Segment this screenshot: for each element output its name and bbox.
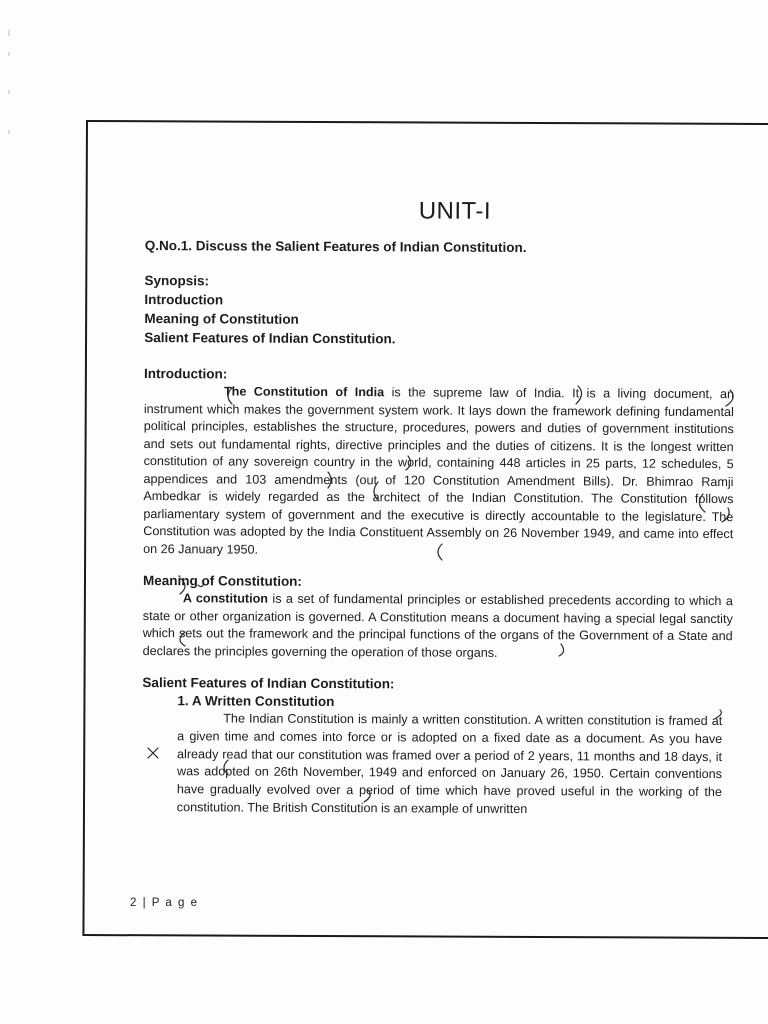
meaning-text: is a set of fundamental principles or established precedents according to which a state or other organization is governed. A Constitution means a document having a special legal sanctity which sets out the framework and the principal functions of the organs of the Government of a State and declares the principles governing the operation of those organs. bbox=[142, 591, 733, 660]
meaning-heading: Meaning of Constitution: bbox=[142, 573, 302, 589]
synopsis-item: Introduction bbox=[144, 292, 224, 308]
written-constitution-heading: 1. A Written Constitution bbox=[177, 693, 335, 710]
introduction-paragraph bbox=[143, 383, 734, 561]
synopsis-heading: Synopsis: bbox=[144, 273, 210, 289]
meaning-bold-lead: A constitution bbox=[182, 591, 269, 606]
scan-edge-marks bbox=[6, 30, 12, 160]
document-body bbox=[137, 196, 740, 820]
written-constitution-paragraph bbox=[177, 710, 723, 820]
question-heading: Q.No.1. Discuss the Salient Features of Indian Constitution. bbox=[144, 238, 527, 256]
unit-title: UNIT-I bbox=[418, 197, 492, 225]
page-footer: 2 | P a g e bbox=[130, 897, 199, 909]
synopsis-item: Salient Features of Indian Constitution. bbox=[144, 330, 396, 347]
meaning-paragraph bbox=[143, 590, 733, 663]
introduction-text: is the supreme law of India. It is a living document, an instrument which makes the government system work. It lays down the framework defining fundamental political principles, establishes the structure, procedures, powers and duties of government institutions and sets out fundamental rights, directive principles and the duties of citizens. It is the longest written constitution of any sovereign country in the world, containing 448 articles in 25 parts, 12 schedules, 5 appendices and 103 amendments (out of 120 Constitution Amendment Bills). Dr. Bhimrao Ramji Ambedkar is widely regarded as the architect of the Indian Constitution. The Constitution follows parliamentary system of government and the executive is directly accountable to the legislature. The Constitution was adopted by the India Constituent Assembly on 26 November 1949, and came into effect on 26 January 1950. bbox=[143, 385, 735, 557]
written-constitution-text: The Indian Constitution is mainly a written constitution. A written constitution is framed at a given time and comes into force or is adopted on a fixed date as a document. As you have already read that our constitution was framed over a period of 2 years, 11 months and 18 days, it was adopted on 26th November, 1949 and enforced on January 26, 1950. Certain conventions have gradually evolved over a period of time which have proved useful in the working of the constitution. The British Constitution is an example of unwritten bbox=[176, 711, 723, 817]
introduction-bold-lead: The Constitution of India bbox=[223, 384, 385, 400]
synopsis-item: Meaning of Constitution bbox=[144, 311, 299, 327]
introduction-heading: Introduction: bbox=[144, 366, 228, 382]
synopsis-block bbox=[144, 271, 739, 350]
salient-features-heading: Salient Features of Indian Constitution: bbox=[142, 675, 395, 692]
